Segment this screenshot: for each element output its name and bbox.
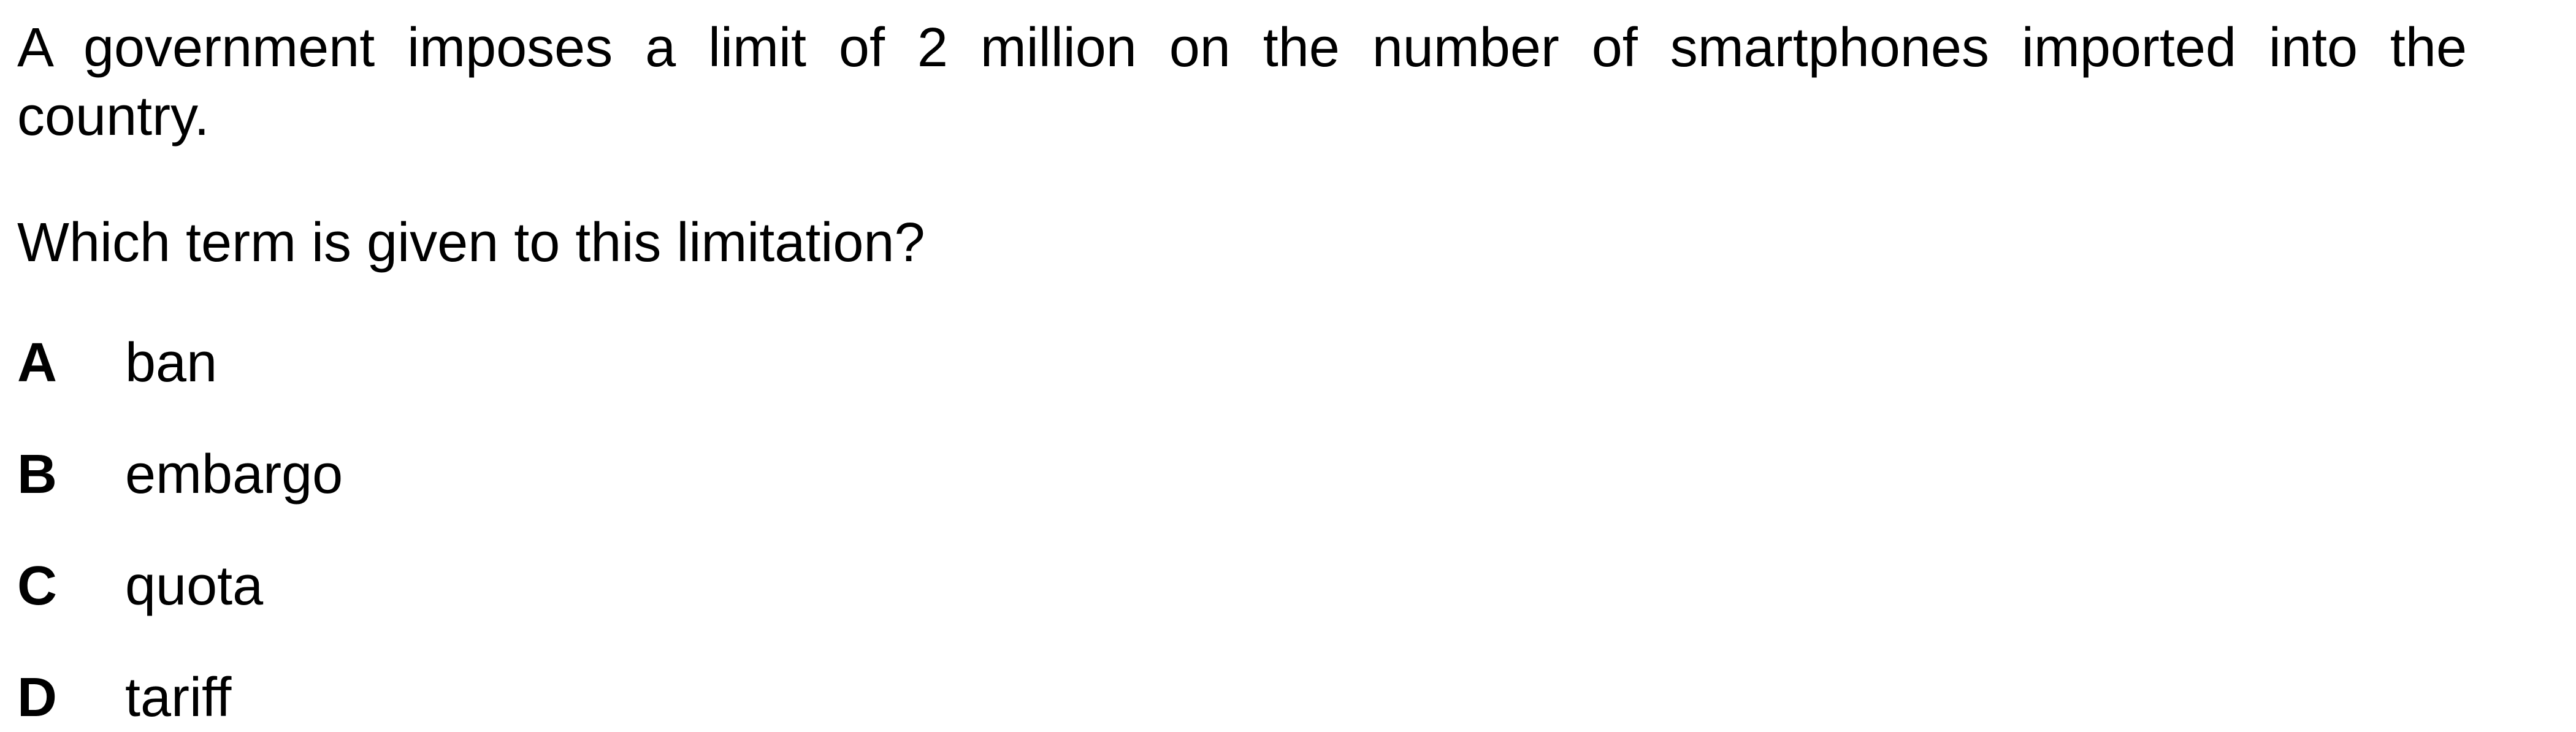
- question-stem: A government imposes a limit of 2 million on the number of smartphones imported into the country.: [17, 17, 2467, 147]
- answer-option-a[interactable]: [17, 329, 217, 397]
- option-letter: D: [17, 667, 57, 728]
- answer-option-d[interactable]: [17, 663, 231, 732]
- option-text: quota: [125, 555, 264, 617]
- question-prompt: Which term is given to this limitation?: [17, 212, 925, 273]
- option-letter: C: [17, 555, 57, 617]
- option-letter: A: [17, 332, 57, 394]
- answer-option-b[interactable]: [17, 440, 343, 509]
- option-text: embargo: [125, 444, 343, 505]
- answer-option-c[interactable]: [17, 552, 263, 620]
- option-text: ban: [125, 332, 218, 394]
- option-text: tariff: [125, 667, 232, 728]
- option-letter: B: [17, 444, 57, 505]
